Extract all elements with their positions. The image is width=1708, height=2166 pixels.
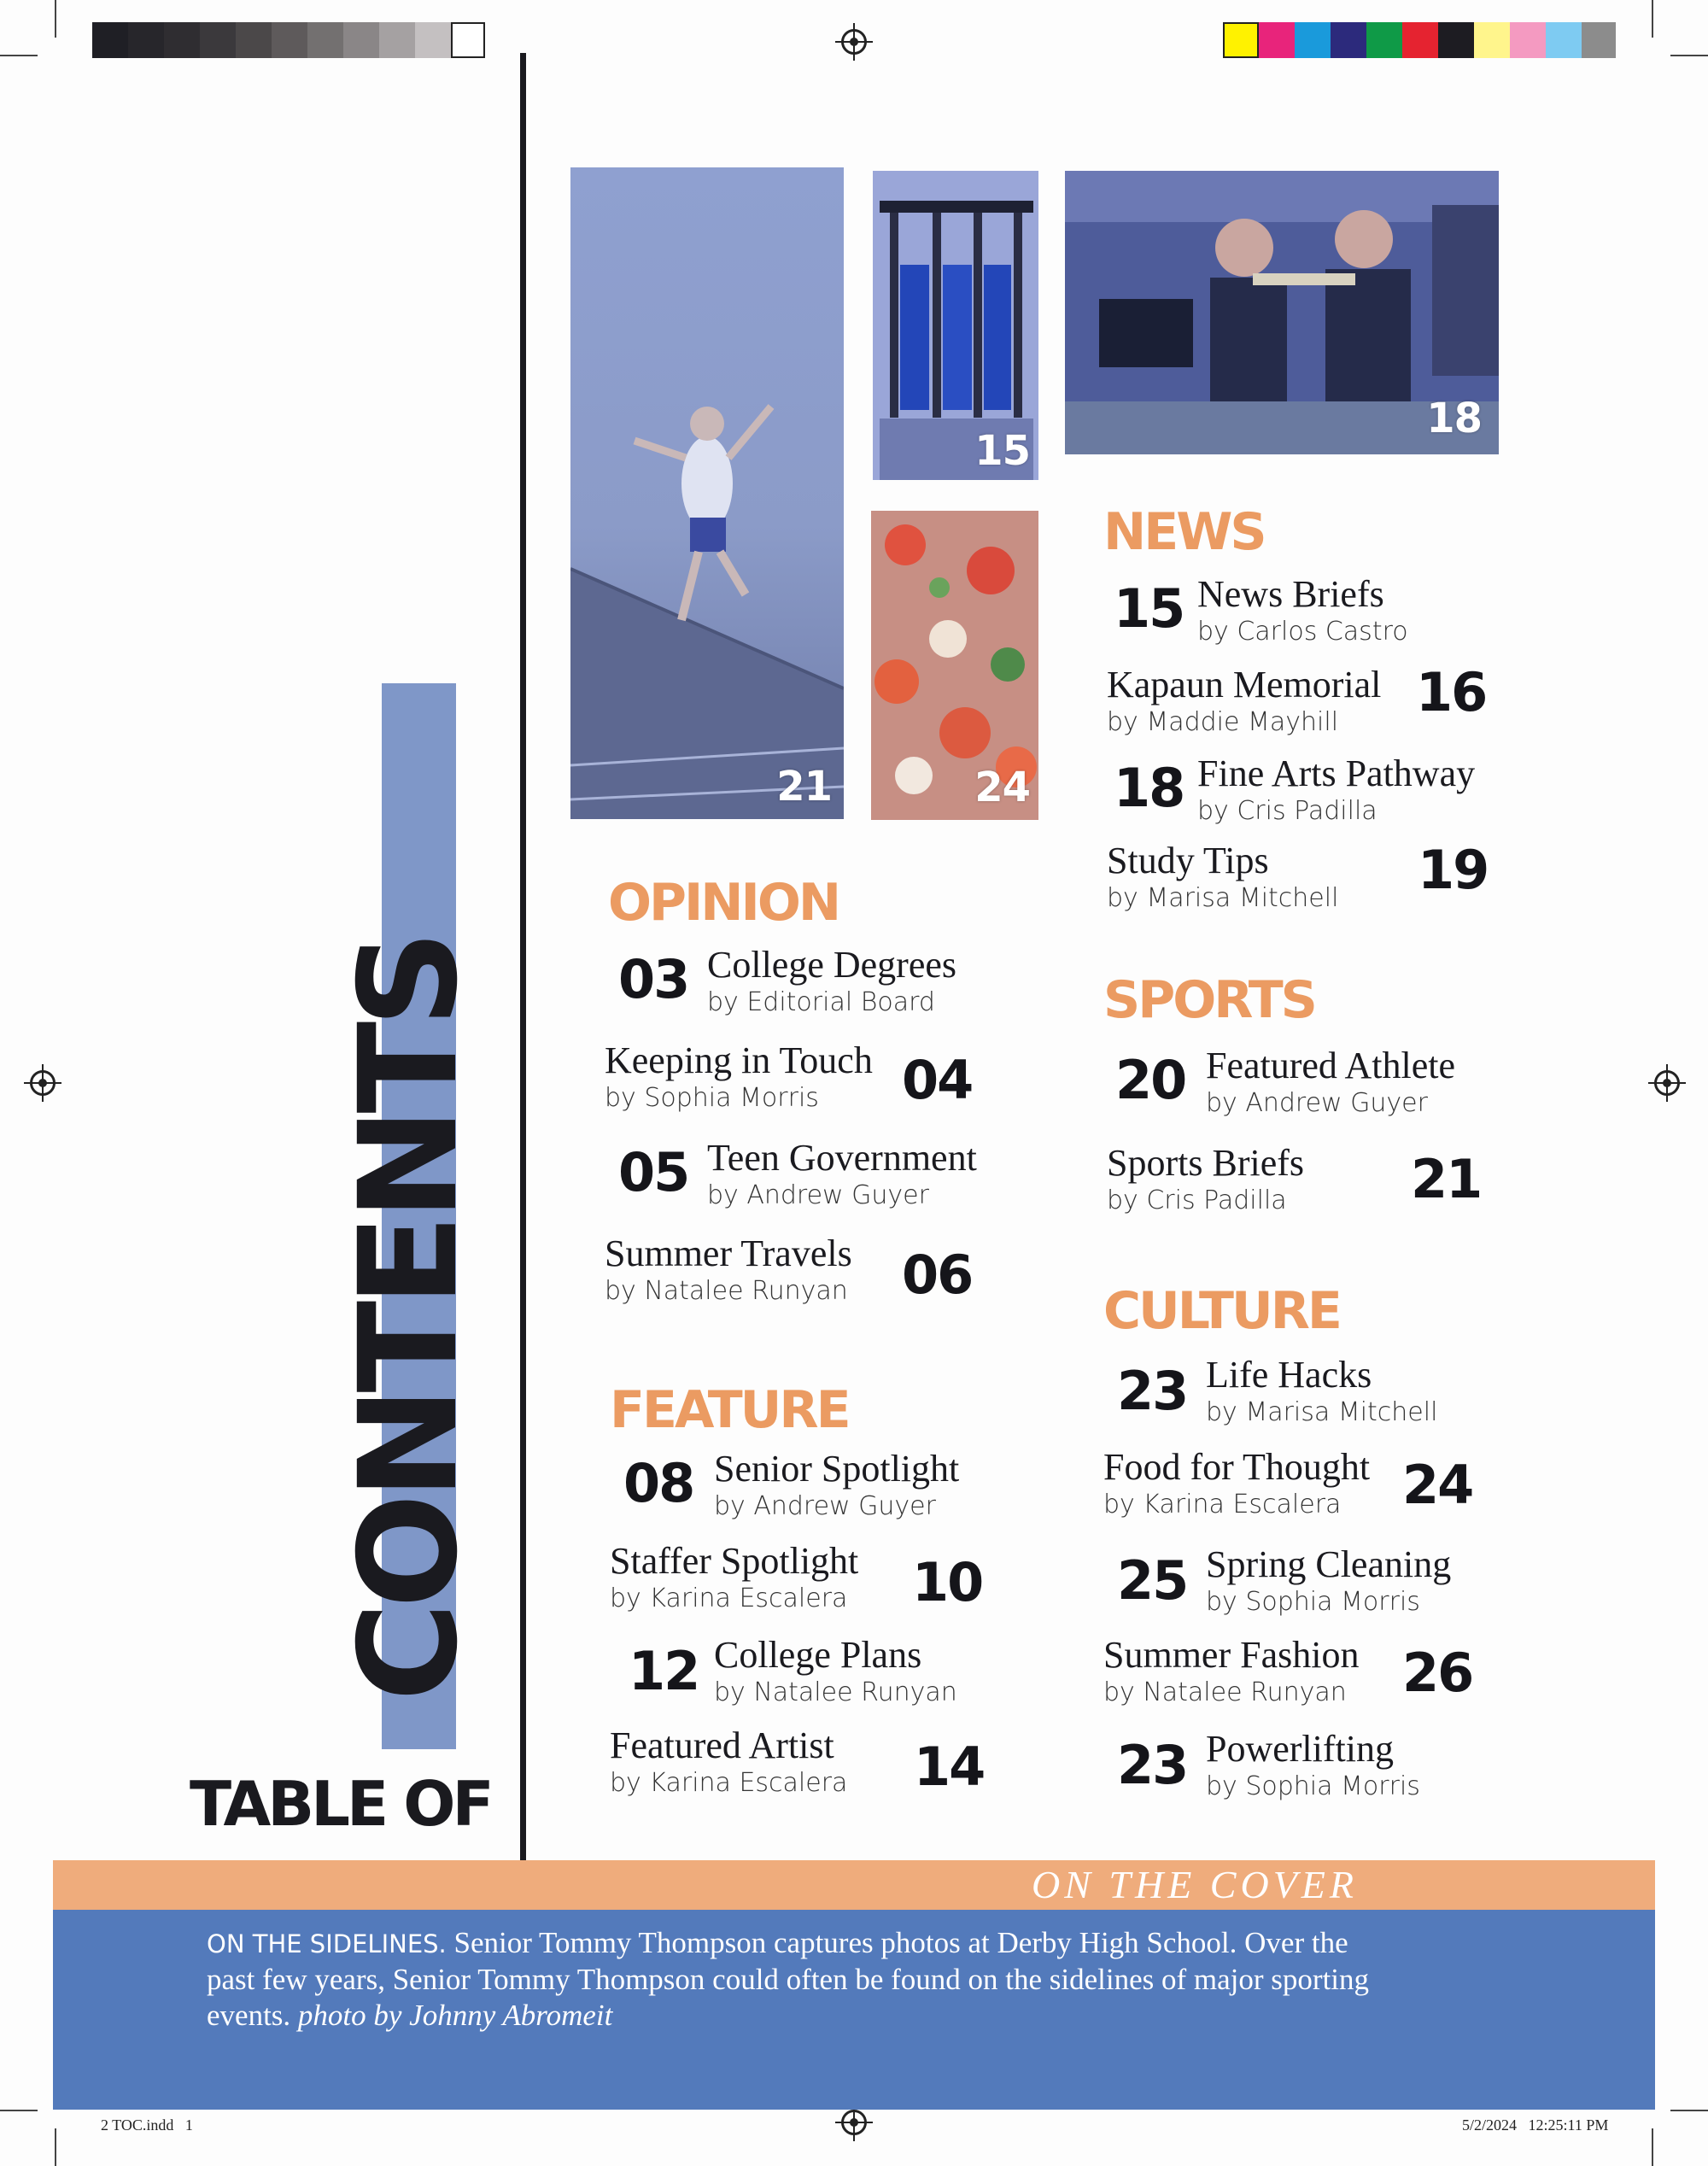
page-number: 04 — [902, 1049, 973, 1111]
cover-label: ON THE COVER — [1032, 1863, 1358, 1906]
article-byline: by Andrew Guyer — [707, 1180, 929, 1210]
article-title: Food for Thought — [1103, 1446, 1371, 1488]
page-number: 03 — [618, 948, 689, 1010]
page-number: 16 — [1416, 661, 1487, 723]
article-title: Study Tips — [1107, 840, 1269, 881]
article-byline: by Sophia Morris — [1206, 1587, 1420, 1617]
cover-caption — [207, 1925, 1607, 2034]
article-byline: by Natalee Runyan — [605, 1276, 848, 1306]
page-number: 10 — [912, 1551, 983, 1613]
registration-mark-icon — [30, 1070, 56, 1096]
article-title: Featured Artist — [610, 1724, 834, 1766]
article-title: Sports Briefs — [1107, 1142, 1304, 1184]
table-of-heading: TABLE OF — [190, 1768, 491, 1840]
article-byline: by Natalee Runyan — [1103, 1677, 1347, 1707]
article-title: Summer Fashion — [1103, 1634, 1360, 1676]
cover-caption-box — [53, 1910, 1655, 2110]
registration-mark-icon — [841, 2110, 867, 2135]
article-byline: by Editorial Board — [707, 987, 935, 1017]
crop-mark — [1670, 55, 1708, 56]
crop-mark — [0, 55, 38, 56]
article-byline: by Karina Escalera — [1103, 1490, 1342, 1519]
article-title: Kapaun Memorial — [1107, 664, 1382, 705]
vertical-divider — [520, 53, 526, 1862]
culture-section-title: CULTURE — [1103, 1281, 1340, 1341]
article-byline: by Sophia Morris — [1206, 1771, 1420, 1801]
article-title: Senior Spotlight — [714, 1448, 960, 1490]
registration-mark-icon — [1654, 1070, 1680, 1096]
page-number: 26 — [1402, 1642, 1473, 1704]
page-number: 23 — [1117, 1734, 1188, 1796]
page-number: 18 — [1114, 757, 1184, 819]
article-byline: by Karina Escalera — [610, 1768, 848, 1798]
page-number: 15 — [1114, 577, 1184, 640]
registration-mark-icon — [841, 29, 867, 55]
photo-page-number: 18 — [1426, 395, 1482, 442]
crop-mark — [55, 0, 56, 38]
caption-lead: ON THE SIDELINES. — [207, 1929, 447, 1958]
article-byline: by Sophia Morris — [605, 1083, 819, 1113]
band-photo — [1065, 171, 1499, 454]
page-number: 23 — [1117, 1360, 1188, 1422]
news-section-title: NEWS — [1103, 502, 1265, 562]
sports-section-title: SPORTS — [1103, 970, 1315, 1030]
weight-rack-photo — [873, 171, 1038, 480]
page-number: 21 — [1411, 1148, 1482, 1210]
crop-mark — [1670, 2110, 1708, 2111]
photo-page-number: 15 — [974, 427, 1030, 475]
article-byline: by Marisa Mitchell — [1107, 883, 1339, 913]
article-byline: by Carlos Castro — [1197, 617, 1408, 647]
feature-section-title: FEATURE — [610, 1380, 849, 1440]
article-title: College Plans — [714, 1634, 922, 1676]
article-title: Fine Arts Pathway — [1197, 752, 1476, 794]
page-number: 05 — [618, 1141, 689, 1203]
photo-credit: photo by Johnny Abromeit — [297, 1999, 613, 2032]
article-title: Teen Government — [707, 1137, 977, 1179]
page-number: 24 — [1402, 1454, 1473, 1516]
photo-page-number: 24 — [974, 764, 1030, 811]
page-number: 08 — [623, 1452, 694, 1514]
article-title: Featured Athlete — [1206, 1045, 1456, 1086]
article-byline: by Cris Padilla — [1107, 1185, 1287, 1215]
slug-filename: 2 TOC.indd 1 — [101, 2116, 193, 2134]
article-byline: by Cris Padilla — [1197, 796, 1378, 826]
runner-photo — [570, 167, 844, 819]
article-byline: by Maddie Mayhill — [1107, 707, 1339, 737]
page-number: 25 — [1117, 1549, 1188, 1612]
article-title: News Briefs — [1197, 573, 1384, 615]
article-title: College Degrees — [707, 944, 956, 986]
article-byline: by Natalee Runyan — [714, 1677, 957, 1707]
article-title: Staffer Spotlight — [610, 1540, 859, 1582]
page-number: 06 — [902, 1244, 973, 1306]
article-title: Powerlifting — [1206, 1728, 1394, 1770]
cover-label-bar — [53, 1860, 1655, 1910]
article-byline: by Karina Escalera — [610, 1584, 848, 1613]
contents-heading: CONTENTS — [330, 935, 488, 1701]
caption-line-3: events. — [207, 1999, 291, 2032]
crop-mark — [1652, 0, 1653, 38]
opinion-section-title: OPINION — [608, 873, 839, 933]
photo-page-number: 21 — [776, 763, 832, 811]
crop-mark — [1652, 2128, 1653, 2166]
crop-mark — [55, 2128, 56, 2166]
article-title: Summer Travels — [605, 1232, 852, 1274]
caption-line-1: Senior Tommy Thompson captures photos at Derby High School. Over the — [446, 1926, 1348, 1959]
food-photo — [871, 511, 1038, 820]
article-title: Spring Cleaning — [1206, 1543, 1452, 1585]
page-number: 19 — [1418, 839, 1489, 901]
caption-line-2: past few years, Senior Tommy Thompson could often be found on the sidelines of major sporting — [207, 1963, 1370, 1996]
article-byline: by Andrew Guyer — [714, 1491, 936, 1521]
page-number: 12 — [629, 1640, 699, 1702]
slug-timestamp: 5/2/2024 12:25:11 PM — [1462, 2116, 1609, 2134]
article-title: Life Hacks — [1206, 1354, 1372, 1396]
page-number: 14 — [914, 1736, 985, 1798]
article-byline: by Andrew Guyer — [1206, 1088, 1428, 1118]
article-byline: by Marisa Mitchell — [1206, 1397, 1438, 1427]
page-number: 20 — [1115, 1049, 1186, 1111]
article-title: Keeping in Touch — [605, 1039, 873, 1081]
crop-mark — [0, 2110, 38, 2111]
